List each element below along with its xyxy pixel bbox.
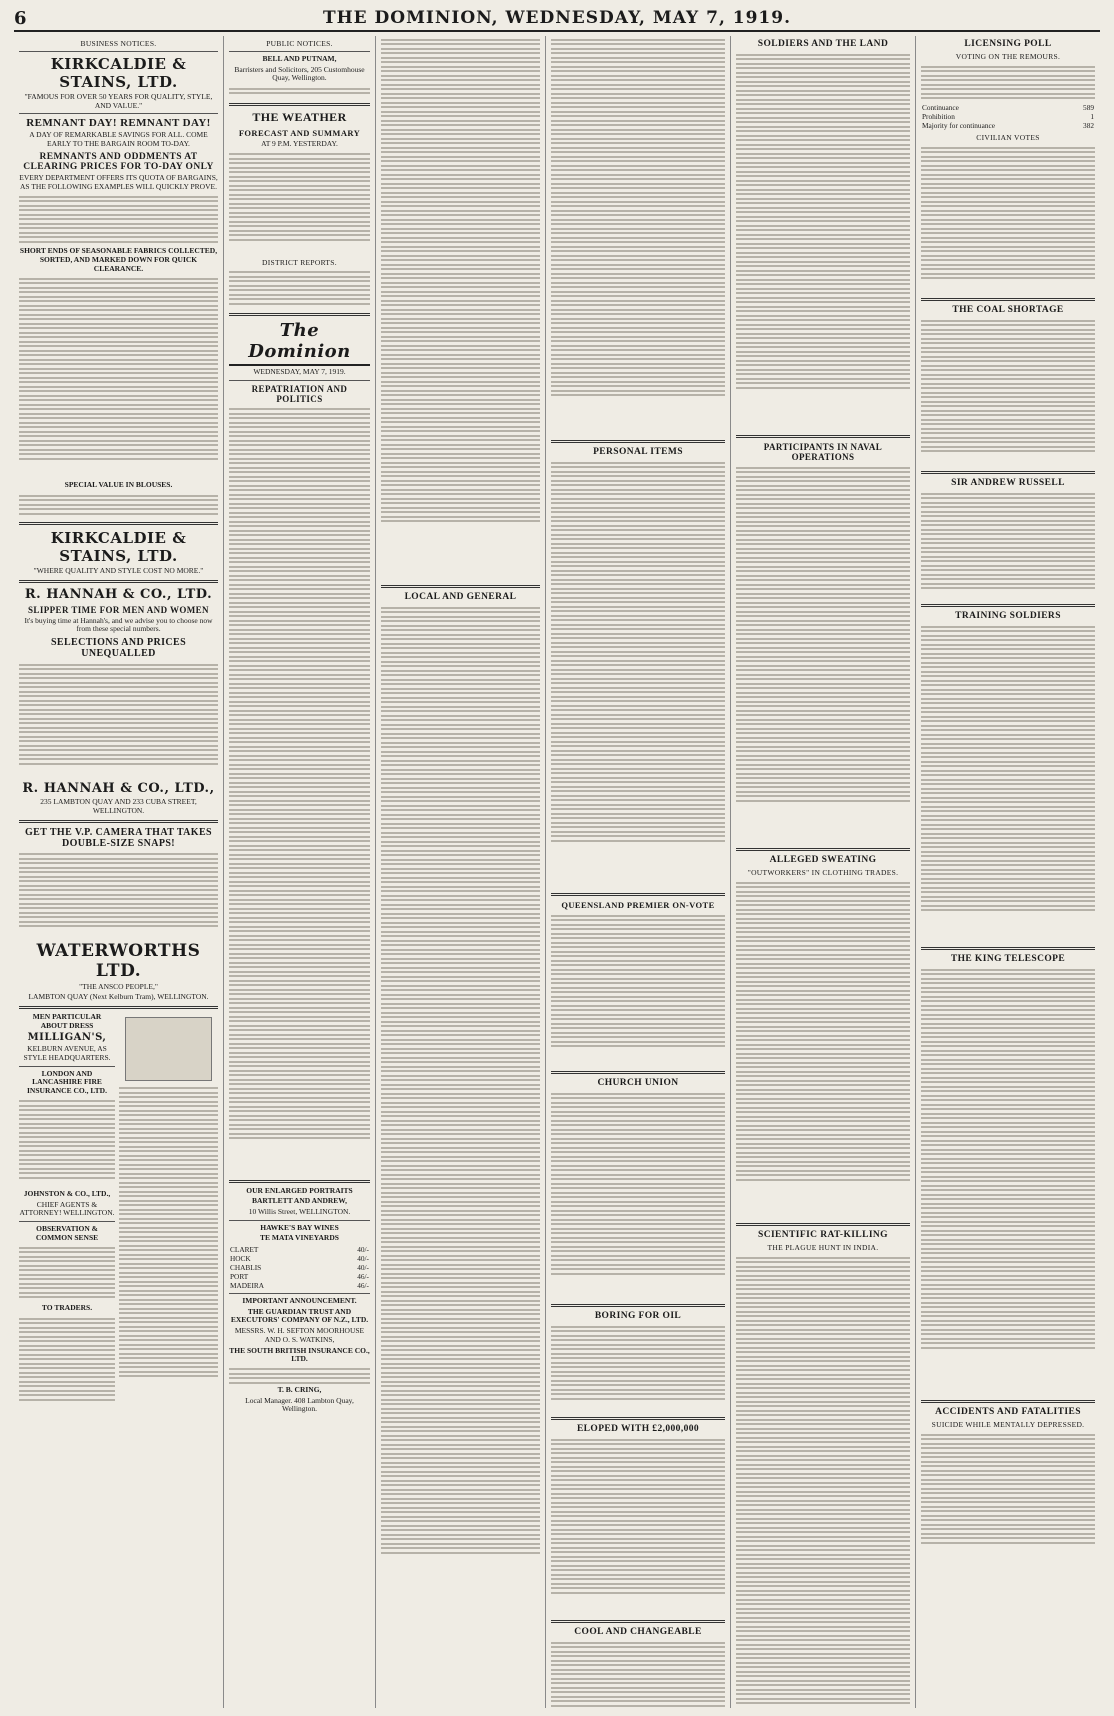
bell-putnam-sub: Barristers and Solicitors, 205 Customhouse Quay, Wellington. <box>234 64 365 83</box>
south-british-heading: THE SOUTH BRITISH INSURANCE CO., LTD. <box>229 1345 370 1364</box>
column-licensing <box>916 36 1100 1708</box>
hannah-list <box>19 661 218 779</box>
dominion-date: WEDNESDAY, MAY 7, 1919. <box>253 366 346 376</box>
ad-waterworths-name: WATERWORTHS LTD. <box>36 940 201 981</box>
eloped-heading: ELOPED WITH £2,000,000 <box>576 1424 700 1434</box>
accidents-heading: ACCIDENTS AND FATALITIES <box>935 1407 1081 1417</box>
important-heading: IMPORTANT ANNOUNCEMENT. <box>242 1296 357 1306</box>
forecast-time: AT 9 P.M. YESTERDAY. <box>261 139 338 149</box>
special-blouses-heading: SPECIAL VALUE IN BLOUSES. <box>64 480 173 490</box>
traders-heading: TO TRADERS. <box>41 1303 93 1313</box>
bartlett-address: 10 Willis Street, WELLINGTON. <box>248 1206 351 1216</box>
wine-price-table <box>229 1245 370 1290</box>
te-mata-heading: TE MATA VINEYARDS <box>260 1233 339 1243</box>
vp-camera-heading: GET THE V.P. CAMERA THAT TAKES DOUBLE-SIZE SNAPS! <box>25 826 212 849</box>
public-notices-heading: PUBLIC NOTICES. <box>266 39 333 48</box>
soldiers-land-heading: SOLDIERS AND THE LAND <box>757 39 889 49</box>
poll-results-table <box>921 103 1095 130</box>
milligan-name: MILLIGAN'S, <box>27 1032 107 1044</box>
rat-killing-heading: SCIENTIFIC RAT-KILLING <box>758 1230 888 1240</box>
poll-row: Prohibition 1 <box>922 112 1094 121</box>
forecast-heading: FORECAST AND SUMMARY <box>238 128 361 139</box>
hawkes-bay-heading: HAWKE'S BAY WINES <box>260 1222 339 1232</box>
personal-items-heading: PERSONAL ITEMS <box>593 447 683 457</box>
ad-hannah-selections: SELECTIONS AND PRICES UNEQUALLED <box>50 637 187 660</box>
wine-row: HOCK 40/- <box>230 1254 369 1264</box>
masthead <box>14 8 1100 32</box>
repatriation-heading: REPATRIATION AND POLITICS <box>251 383 348 404</box>
remnants-heading: REMNANTS AND ODDMENTS AT CLEARING PRICES FOR TO-DAY ONLY <box>23 151 214 172</box>
ad-kirkcaldie-tagline: "FAMOUS FOR OVER 50 YEARS FOR QUALITY, STYLE, AND VALUE." <box>24 92 213 110</box>
remnant-day-sub: A DAY OF REMARKABLE SAVINGS FOR ALL. COME EARLY TO THE BARGAIN ROOM TO-DAY. <box>29 130 208 149</box>
guardian-heading: THE GUARDIAN TRUST AND EXECUTORS' COMPANY OF N.Z., LTD. <box>230 1306 369 1325</box>
portrait-illustration <box>125 1017 212 1081</box>
price-list-block <box>19 275 218 481</box>
bell-putnam-name: BELL AND PUTNAM, <box>262 54 337 63</box>
news-text-top <box>381 36 540 581</box>
wine-row: PORT 46/- <box>230 1272 369 1282</box>
bartlett-name: BARTLETT AND ANDREW, <box>252 1196 347 1206</box>
ad-waterworths-address: LAMBTON QUAY (Next Kelburn Tram), WELLINGTON. <box>28 992 209 1002</box>
column-soldiers <box>731 36 916 1708</box>
johnston-name: JOHNSTON & CO., LTD., <box>23 1188 111 1198</box>
training-soldiers-heading: TRAINING SOLDIERS <box>955 611 1061 621</box>
plague-hunt-subheading: THE PLAGUE HUNT IN INDIA. <box>767 1243 879 1252</box>
ad-hannah-name: R. HANNAH & CO., LTD. <box>24 586 213 602</box>
weather-heading: THE WEATHER <box>252 110 347 125</box>
column-local-general <box>376 36 546 1708</box>
alleged-sweating-heading: ALLEGED SWEATING <box>769 855 877 865</box>
poll-row: Majority for continuance 382 <box>922 121 1094 130</box>
ad-waterworths-tagline: "THE ANSCO PEOPLE," <box>79 981 158 991</box>
page-number: 6 <box>14 8 27 29</box>
civilian-votes-heading: CIVILIAN VOTES <box>976 133 1040 142</box>
messrs-text: MESSRS. W. H. SEFTON MOORHOUSE AND O. S. WATKINS, <box>234 1326 365 1344</box>
boring-oil-heading: BORING FOR OIL <box>594 1311 682 1321</box>
cring-sub: Local Manager. 408 Lambton Quay, Wellington. <box>245 1395 354 1414</box>
poll-row: Continuance 589 <box>922 103 1094 112</box>
coal-shortage-heading: THE COAL SHORTAGE <box>952 305 1064 315</box>
local-general-heading: LOCAL AND GENERAL <box>404 592 517 602</box>
ad-hannah-intro: It's buying time at Hannah's, and we advise you to choose now from these special numbers. <box>24 615 213 634</box>
ad-kirkcaldie-name: KIRKCALDIE & STAINS, LTD. <box>50 55 187 91</box>
outworkers-subheading: "OUTWORKERS" IN CLOTHING TRADES. <box>747 868 899 877</box>
johnston-sub: CHIEF AGENTS & ATTORNEY! WELLINGTON. <box>19 1199 115 1218</box>
page-title: THE DOMINION, WEDNESDAY, MAY 7, 1919. <box>322 8 792 28</box>
ad-hannah-address: 235 LAMBTON QUAY AND 233 CUBA STREET, WELLINGTON. <box>40 797 197 815</box>
local-general-text <box>381 604 540 1694</box>
editorial-text <box>229 406 370 1176</box>
column-business-notices <box>14 36 224 1708</box>
london-lancashire-heading: LONDON AND LANCASHIRE FIRE INSURANCE CO., LTD. <box>27 1068 107 1096</box>
cool-changeable-heading: COOL AND CHANGEABLE <box>574 1627 702 1637</box>
remnant-day-heading: REMNANT DAY! REMNANT DAY! <box>26 117 211 130</box>
every-department-text: EVERY DEPARTMENT OFFERS ITS QUOTA OF BARGAINS, AS THE FOLLOWING EXAMPLES WILL QUICKLY PROVE. <box>19 172 218 191</box>
dominion-logo: The Dominion <box>248 319 351 362</box>
dress-heading: MEN PARTICULAR ABOUT DRESS <box>32 1011 102 1030</box>
observation-heading: OBSERVATION & COMMON SENSE <box>35 1223 99 1242</box>
ad-hannah-name-2: R. HANNAH & CO., LTD., <box>22 781 215 797</box>
news-text-col4-top <box>551 36 725 436</box>
body-text-block <box>19 193 218 247</box>
wine-row: MADEIRA 46/- <box>230 1281 369 1291</box>
wine-row: CLARET 40/- <box>230 1245 369 1255</box>
licensing-poll-heading: LICENSING POLL <box>964 39 1052 49</box>
church-union-heading: CHURCH UNION <box>597 1078 679 1088</box>
portraits-heading: OUR ENLARGED PORTRAITS <box>246 1185 353 1195</box>
cring-name: T. B. CRING, <box>277 1384 322 1394</box>
district-reports-heading: DISTRICT REPORTS. <box>262 257 337 267</box>
wine-row: CHABLIS 40/- <box>230 1263 369 1273</box>
section-heading: BUSINESS NOTICES. <box>80 39 157 48</box>
king-telescope-heading: THE KING TELESCOPE <box>950 954 1066 964</box>
column-public-notices <box>224 36 376 1708</box>
short-ends-heading: SHORT ENDS OF SEASONABLE FABRICS COLLECTED, SORTED, AND MARKED DOWN FOR QUICK CLEARANCE. <box>19 246 218 273</box>
queensland-heading: QUEENSLAND PREMIER ON-VOTE <box>561 900 715 910</box>
ad-hannah-slipper: SLIPPER TIME FOR MEN AND WOMEN <box>28 604 209 615</box>
column-news <box>546 36 731 1708</box>
ad-kirkcaldie-tagline-2: "WHERE QUALITY AND STYLE COST NO MORE." <box>33 566 204 576</box>
russell-heading: SIR ANDREW RUSSELL <box>951 478 1065 488</box>
ad-kirkcaldie-name-2: KIRKCALDIE & STAINS, LTD. <box>50 529 187 566</box>
participants-heading: PARTICIPANTS IN NAVAL OPERATIONS <box>763 442 883 462</box>
milligan-sub: KELBURN AVENUE, AS STYLE HEADQUARTERS. <box>23 1044 111 1063</box>
columns <box>14 36 1100 1708</box>
voting-subheading: VOTING ON THE REMOURS. <box>955 52 1061 61</box>
suicide-subheading: SUICIDE WHILE MENTALLY DEPRESSED. <box>931 1420 1085 1429</box>
